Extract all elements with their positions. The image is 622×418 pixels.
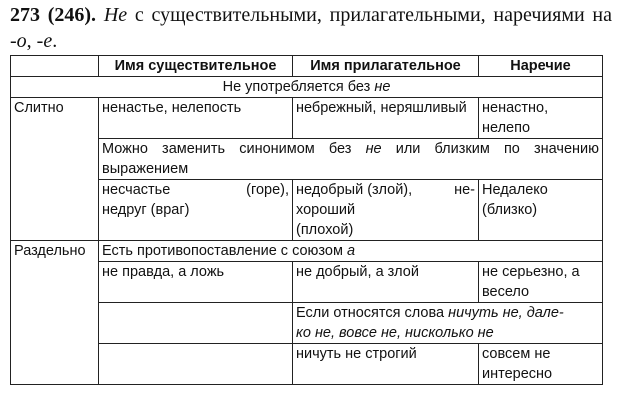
header-row [11,56,603,77]
table-cell: не добрый, а злой [293,262,479,303]
table-row [11,303,603,344]
table-row [11,98,603,139]
heading-text: с существительными, прилагательными, наречиями на [127,4,612,26]
table-cell: небрежный, неряшливый [293,98,479,139]
contrast-row [11,241,603,262]
table-cell: Недалеко (близко) [479,180,603,241]
table-cell: совсем не интересно [479,344,603,385]
words-note-cell: Если относятся слова ничуть не, дале- ко не, вовсе не, нисколько не [293,303,603,344]
header-empty [11,56,99,77]
rules-table [10,55,603,385]
synonym-cell: Можно заменить синонимом без не или близким по значению выражением [99,139,603,180]
table-cell: несчастье (горе), недруг (враг) [99,180,293,241]
contrast-cell: Есть противопоставление с союзом а [99,241,603,262]
slitno-label: Слитно [11,98,99,139]
table-row [11,180,603,241]
table-cell: ненастье, нелепость [99,98,293,139]
not-used-cell: Не употребляется без не [11,77,603,98]
table-cell: не серьезно, а весело [479,262,603,303]
heading-suffix-o: -о [10,30,27,52]
not-used-row [11,77,603,98]
header-adjective: Имя прилагательное [293,56,479,77]
heading-suffix-e: -е [36,30,53,52]
table-cell: недобрый (злой), не- хороший (плохой) [293,180,479,241]
exercise-heading: 273 (246). Не с существительными, прилагательными, наречиями на -о, -е. [10,4,612,52]
header-noun: Имя существительное [99,56,293,77]
exercise-number: 273 (246). [10,4,97,26]
table-row [11,262,603,303]
table-cell: ненастно, нелепо [479,98,603,139]
synonym-row [11,139,603,180]
table-cell: ничуть не строгий [293,344,479,385]
heading-italic-ne: Не [103,4,128,26]
table-row [11,344,603,385]
header-adverb: Наречие [479,56,603,77]
razdelno-label: Раздельно [11,241,99,262]
table-cell: не правда, а ложь [99,262,293,303]
